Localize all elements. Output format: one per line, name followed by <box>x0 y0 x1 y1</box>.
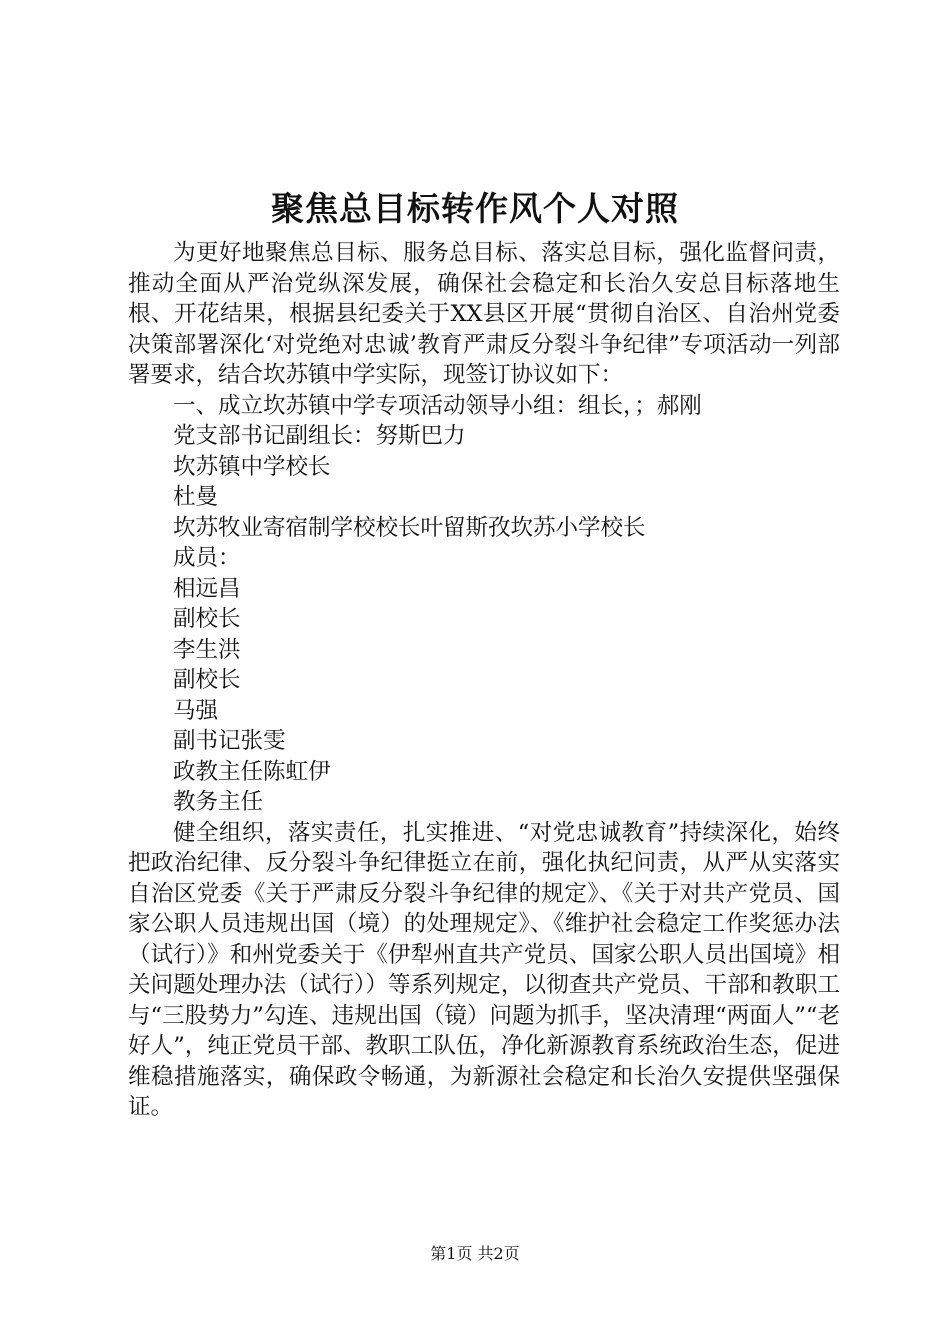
closing-paragraph: 健全组织，落实责任，扎实推进、“对党忠诚教育”持续深化，始终把政治纪律、反分裂斗争纪律挺立在前，强化执纪问责，从严从实落实自治区党委《关于严肃反分裂斗争纪律的规定》、《关于对共产党员、国家公职人员违规出国（境）的处理规定》、《维护社会稳定工作奖惩办法（试行）》和州党委关于《伊犁州直共产党员、国家公职人员出国境》相关问题处理办法（试行））等系列规定，以彻查共产党员、干部和教职工与“三股势力”勾连、违规出国（镜）问题为抓手，坚决清理“两面人”“老好人”，纯正党员干部、教职工队伍，净化新源教育系统政治生态，促进维稳措施落实，确保政令畅通，为新源社会稳定和长治久安提供坚强保证。 <box>128 819 840 1120</box>
document-body <box>128 238 840 1123</box>
list-line: 杜曼 <box>173 484 219 510</box>
list-line: 副校长 <box>173 606 241 632</box>
list-line: 副校长 <box>173 667 241 693</box>
list-line: 成员： <box>173 545 241 571</box>
intro-paragraph: 为更好地聚焦总目标、服务总目标、落实总目标，强化监督问责，推动全面从严治党纵深发展，确保社会稳定和长治久安总目标落地生根、开花结果，根据县纪委关于XX县区开展“贯彻自治区、自治州党委决策部署深化‘对党绝对忠诚’教育严肃反分裂斗争纪律”专项活动一列部署要求，结合坎苏镇中学实际，现签订协议如下： <box>128 240 840 388</box>
document-title: 聚焦总目标转作风个人对照 <box>271 189 679 228</box>
list-line: 教务主任 <box>173 789 264 815</box>
page-number-footer: 第1页 共2页 <box>430 1244 520 1263</box>
list-line: 马强 <box>173 697 219 724</box>
list-line: 副书记张雯 <box>173 728 286 754</box>
list-line: 政教主任陈虹伊 <box>173 758 331 785</box>
list-line: 相远昌 <box>173 575 241 602</box>
list-line: 党支部书记副组长：努斯巴力 <box>173 423 466 449</box>
list-line: 一、成立坎苏镇中学专项活动领导小组：组长，；郝刚 <box>173 392 702 419</box>
list-line: 坎苏牧业寄宿制学校校长叶留斯孜坎苏小学校长 <box>173 514 646 541</box>
list-line: 坎苏镇中学校长 <box>173 453 331 480</box>
list-line: 李生洪 <box>173 636 241 663</box>
